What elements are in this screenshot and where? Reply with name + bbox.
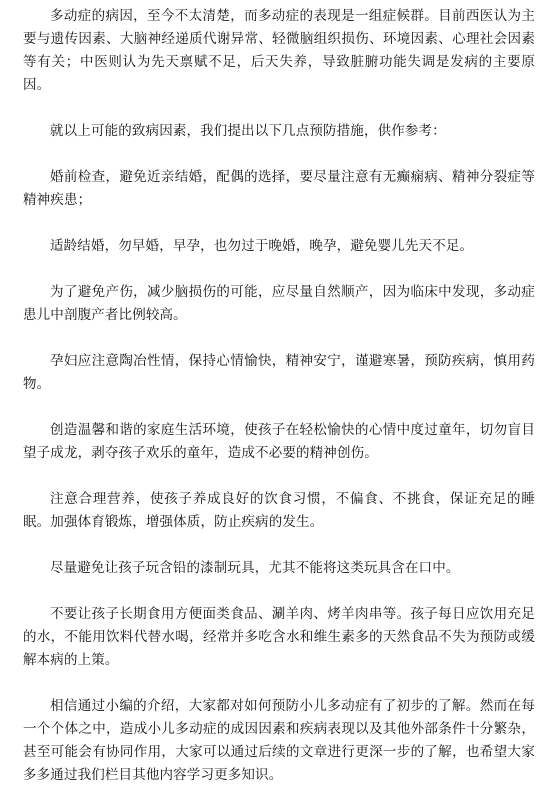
paragraph-diet-water: 不要让孩子长期食用方便面类食品、涮羊肉、烤羊肉串等。孩子每日应饮用充足的水，不能用饮料代替水喝，经常并多吃含水和维生素多的天然食品不失为预防或缓解本病的上策。	[23, 606, 535, 668]
paragraph-birth-injury: 为了避免产伤，减少脑损伤的可能，应尽量自然顺产，因为临床中发现，多动症患儿中剖腹产者比例较高。	[23, 284, 535, 323]
paragraph-marriage-age: 适龄结婚，勿早婚，早孕，也勿过于晚婚，晚孕，避免婴儿先天不足。	[50, 238, 474, 254]
paragraph-cause: 多动症的病因，至今不太清楚，而多动症的表现是一组症候群。目前西医认为主要与遗传因素、大脑神经递质代谢异常、轻微脑组织损伤、环境因素、心理社会因素等有关；中医则认为先天禀赋不足，后天失养，导致脏腑功能失调是发病的主要原因。	[23, 8, 535, 93]
paragraph-lead-toys: 尽量避免让孩子玩含铅的漆制玩具，尤其不能将这类玩具含在口中。	[50, 560, 460, 576]
paragraph-nutrition: 注意合理营养，使孩子养成良好的饮食习惯，不偏食、不挑食，保证充足的睡眠。加强体育锻炼，增强体质，防止疾病的发生。	[23, 491, 535, 530]
paragraph-conclusion: 相信通过小编的介绍，大家都对如何预防小儿多动症有了初步的了解。然而在每一个个体之中，造成小儿多动症的成因因素和疾病表现以及其他外部条件十分繁杂，甚至可能会有协同作用，大家可以通过后续的文章进行更深一步的了解，也希望大家多多通过我们栏目其他内容学习更多知识。	[23, 698, 535, 783]
article-body	[23, 5, 535, 787]
paragraph-family-environment: 创造温馨和谐的家庭生活环境，使孩子在轻松愉快的心情中度过童年，切勿盲目望子成龙，剥夺孩子欢乐的童年，造成不必要的精神创伤。	[23, 422, 535, 461]
paragraph-prevention-intro: 就以上可能的致病因素，我们提出以下几点预防措施，供作参考：	[50, 123, 446, 139]
paragraph-pregnancy-mood: 孕妇应注意陶冶性情，保持心情愉快，精神安宁，谨避寒暑，预防疾病，慎用药物。	[23, 353, 535, 392]
paragraph-premarital-check: 婚前检查，避免近亲结婚，配偶的选择，要尽量注意有无癫痫病、精神分裂症等精神疾患；	[23, 169, 535, 208]
